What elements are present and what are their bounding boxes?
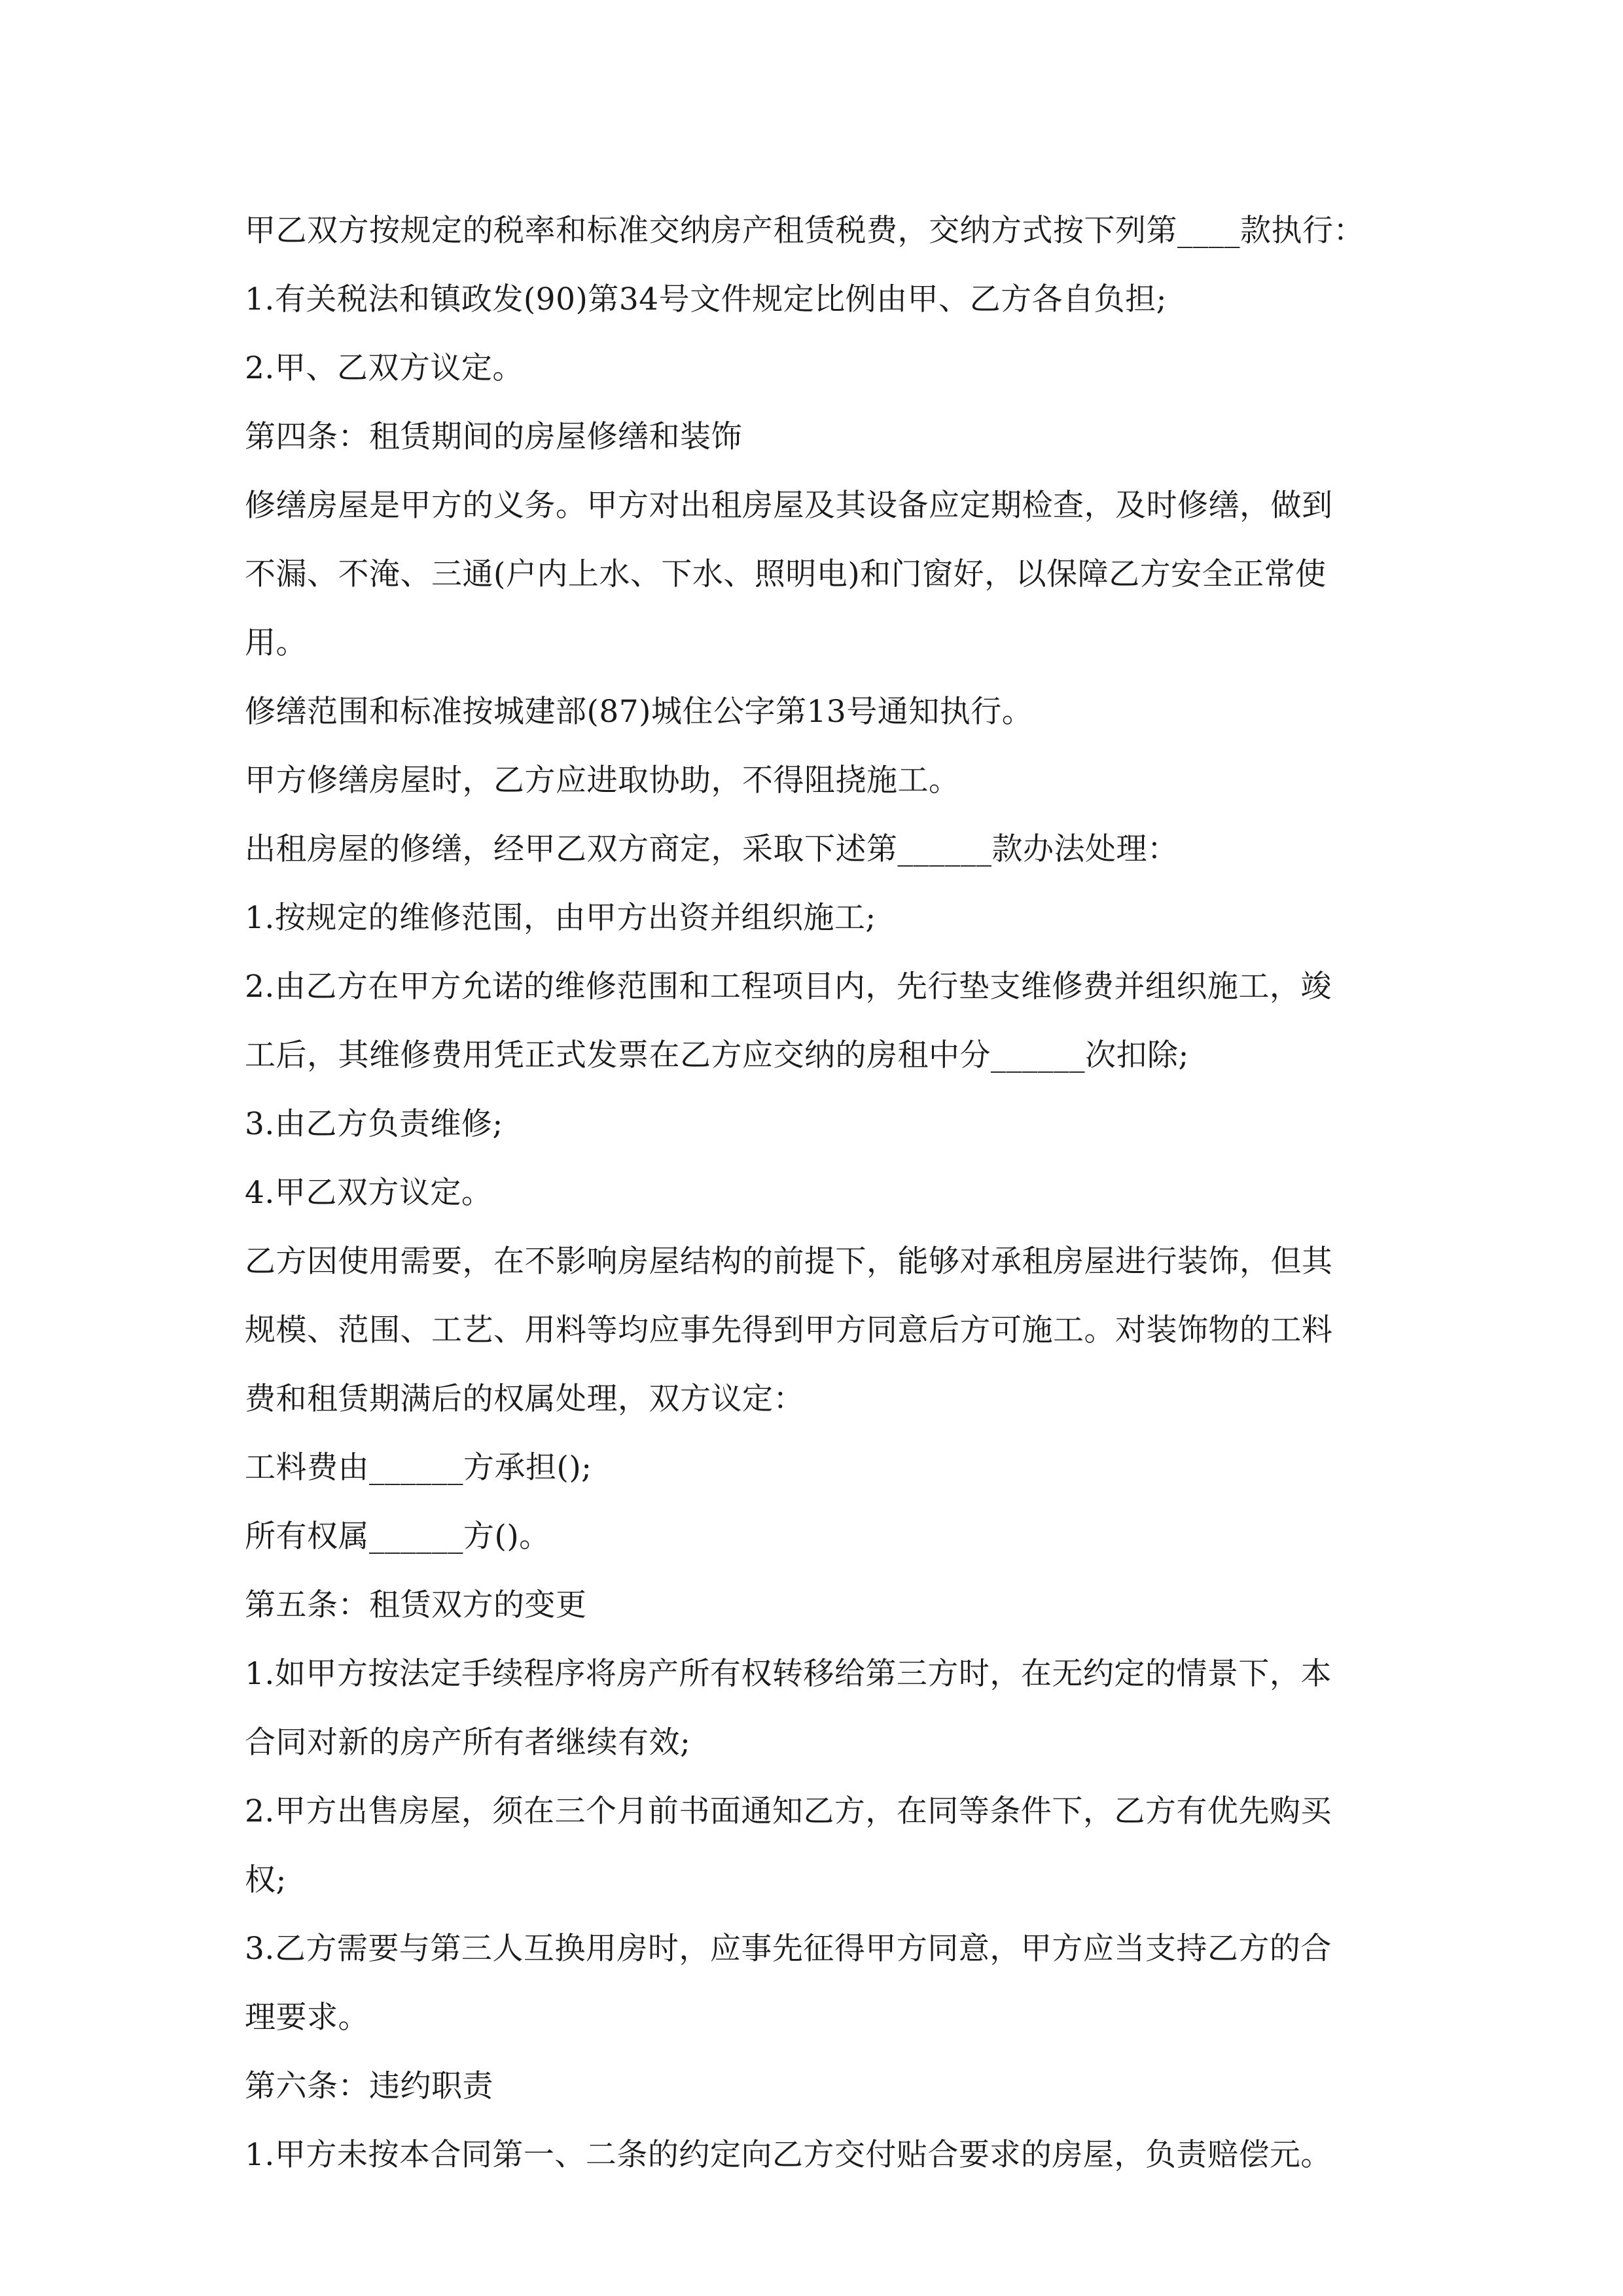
text-line: 规模、范围、工艺、用料等均应事先得到甲方同意后方可施工。对装饰物的工料 [245,1312,1333,1348]
text-line: 出租房屋的修缮，经甲乙双方商定，采取下述第______款办法处理： [245,831,1179,867]
section-heading: 第六条：违约职责 [245,2068,493,2104]
text-line: 权; [245,1862,287,1898]
text-line: 乙方因使用需要，在不影响房屋结构的前提下，能够对承租房屋进行装饰，但其 [245,1244,1333,1280]
text-line: 3.由乙方负责维修; [245,1106,503,1142]
document-body [245,196,1410,2189]
text-line: 修缮房屋是甲方的义务。甲方对出租房屋及其设备应定期检查，及时修缮，做到 [245,488,1333,524]
text-line: 4.甲乙双方议定。 [245,1175,493,1211]
text-line: 甲方修缮房屋时，乙方应进取协助，不得阻挠施工。 [245,762,960,798]
text-line: 费和租赁期满后的权属处理，双方议定： [245,1381,804,1417]
text-line: 合同对新的房产所有者继续有效; [245,1725,691,1761]
section-heading: 第四条：租赁期间的房屋修缮和装饰 [245,419,742,455]
text-line: 工后，其维修费用凭正式发票在乙方应交纳的房租中分______次扣除; [245,1037,1189,1073]
text-line: 修缮范围和标准按城建部(87)城住公字第13号通知执行。 [245,694,1033,730]
text-line: 用。 [245,625,307,661]
text-line: 1.甲方未按本合同第一、二条的约定向乙方交付贴合要求的房屋，负责赔偿元。 [245,2137,1332,2173]
text-line: 甲乙双方按规定的税率和标准交纳房产租赁税费，交纳方式按下列第____款执行： [245,213,1364,249]
text-line: 所有权属______方()。 [245,1518,550,1554]
text-line: 不漏、不淹、三通(户内上水、下水、照明电)和门窗好，以保障乙方安全正常使 [245,556,1327,592]
text-line: 2.由乙方在甲方允诺的维修范围和工程项目内，先行垫支维修费并组织施工，竣 [245,969,1332,1005]
text-line: 1.如甲方按法定手续程序将房产所有权转移给第三方时，在无约定的情景下，本 [245,1656,1332,1692]
text-line: 2.甲、乙双方议定。 [245,350,524,386]
section-heading: 第五条：租赁双方的变更 [245,1587,587,1623]
text-line: 2.甲方出售房屋，须在三个月前书面通知乙方，在同等条件下，乙方有优先购买 [245,1793,1332,1829]
text-line: 理要求。 [245,2000,369,2036]
text-line: 1.有关税法和镇政发(90)第34号文件规定比例由甲、乙方各自负担; [245,281,1167,317]
text-line: 1.按规定的维修范围，由甲方出资并组织施工; [245,900,876,936]
text-line: 工料费由______方承担(); [245,1450,592,1486]
text-line: 3.乙方需要与第三人互换用房时，应事先征得甲方同意，甲方应当支持乙方的合 [245,1931,1332,1967]
